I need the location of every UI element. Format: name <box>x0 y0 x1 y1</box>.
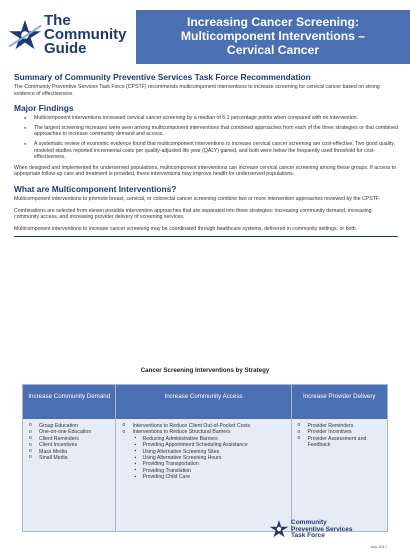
list-item: o Provider Incentives <box>296 429 383 435</box>
finding-item: ● The largest screening increases were seen among multicomponent interventions that combined approaches from each of the three strategies or that combined approaches to increase community demand and access. <box>24 125 398 138</box>
summary-text: The Community Preventive Services Task Force (CPSTF) recommends multicomponent interventions to increase screening for cervical cancer based on strong evidence of effectiveness. <box>14 84 380 97</box>
finding-item: ● A systematic review of economic evidence found that multicomponent interventions to increase cervical cancer screening are cost-effective. Two good quality, modeled studies reported incremental costs per quality-adjusted life year (QALY) gained, and both were below the frequently used threshold for cost-effectiveness. <box>24 141 398 161</box>
list-item: o Interventions to Reduce Structural Barriers <box>120 429 286 435</box>
findings-list <box>14 115 398 161</box>
column-list <box>23 419 115 531</box>
findings-heading: Major Findings <box>14 103 74 114</box>
community-guide-logo <box>6 12 136 57</box>
column-community-access <box>116 385 291 531</box>
cpstf-logo <box>268 517 398 545</box>
star-logo-icon <box>268 519 290 539</box>
list-item: o Client Incentives <box>27 442 111 448</box>
logo-text <box>44 14 127 56</box>
cpstf-line-3: Task Force <box>291 532 325 540</box>
title-line-2: Multicomponent Interventions – <box>180 29 366 43</box>
star-logo-icon <box>6 18 44 52</box>
main-content <box>14 72 398 242</box>
title-line-1: Increasing Cancer Screening: <box>186 15 360 29</box>
sub-list-item: ▪ Using Alternative Screening Sites <box>120 449 286 455</box>
sub-list-item: ▪ Providing Transportation <box>120 461 286 467</box>
sub-list-item: ▪ Reducing Administrative Barriers <box>120 436 286 442</box>
column-provider-delivery <box>292 385 387 531</box>
list-item: o One-on-one Education <box>27 429 111 435</box>
logo-line-1: The <box>44 12 71 29</box>
findings-note: When designed and implemented for underserved populations, multicomponent interventions can increase cervical cancer screening among these groups. If access to appropriate follow-up care and treatment is provided, these interventions may improve health for underserved populations. <box>14 164 397 178</box>
what-heading: What are Multicomponent Interventions? <box>14 183 177 194</box>
summary-heading: Summary of Community Preventive Services Task Force Recommendation <box>14 72 311 82</box>
divider <box>14 236 398 237</box>
publication-date: July 2017 <box>370 544 388 549</box>
sub-list-item: ▪ Using Alternative Screening Hours <box>120 455 286 461</box>
column-list <box>116 419 290 531</box>
cpstf-line-1: Community <box>291 519 327 526</box>
cpstf-line-2: Preventive Services <box>291 525 353 533</box>
title-line-3: Cervical Cancer <box>226 43 320 57</box>
sub-list-item: ▪ Providing Child Care <box>120 474 286 480</box>
list-item: o Provider Assessment and Feedback <box>296 436 383 449</box>
list-item: o Client Reminders <box>27 436 111 442</box>
strategy-table-section <box>22 367 388 532</box>
column-list <box>292 419 387 531</box>
sub-list-item: ▪ Providing Appointment Scheduling Assistance <box>120 442 286 448</box>
list-item: o Interventions to Reduce Client Out-of-Pocket Costs <box>120 423 286 429</box>
list-item: o Provider Reminders <box>296 423 383 429</box>
header <box>0 0 410 68</box>
column-heading: Increase Provider Delivery <box>292 385 387 419</box>
column-community-demand <box>23 385 116 531</box>
column-heading: Increase Community Demand <box>23 385 115 419</box>
list-item: o Mass Media <box>27 449 111 455</box>
list-item: o Small Media <box>27 455 111 461</box>
what-paragraph-2: Combinations are selected from eleven possible intervention approaches that are separated into three strategies: increasing community demand, increasing community access, and increasing provider delivery of screening services. <box>14 207 372 221</box>
what-paragraph-3: Multicomponent interventions to increase cancer screening may be coordinated through healthcare systems, delivered in community settings, or both. <box>14 225 358 232</box>
title-band <box>136 10 410 64</box>
sub-list-item: ▪ Providing Translation <box>120 468 286 474</box>
list-item: o Group Education <box>27 423 111 429</box>
strategy-table <box>22 384 388 532</box>
cpstf-logo-text <box>291 520 352 540</box>
column-heading: Increase Community Access <box>116 385 290 419</box>
logo-line-2: Community <box>44 26 127 43</box>
what-paragraph-1: Multicomponent interventions to promote breast, cervical, or colorectal cancer screening combine two or more intervention approaches reviewed by the CPSTF. <box>14 195 380 202</box>
table-title: Cancer Screening Interventions by Strategy <box>140 367 270 374</box>
logo-line-3: Guide <box>44 40 87 57</box>
finding-item: ● Multicomponent interventions increased cervical cancer screening by a median of 6.1 percentage points when compared with no intervention. <box>24 115 398 122</box>
